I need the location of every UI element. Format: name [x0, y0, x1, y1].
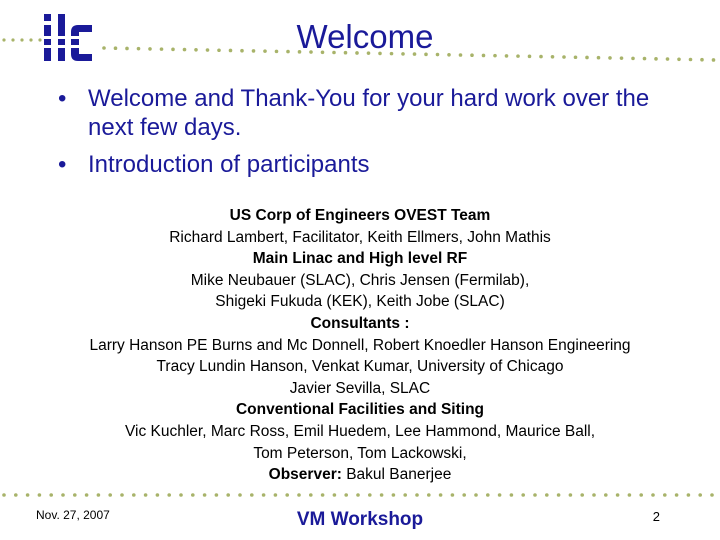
cfs-names: Vic Kuchler, Marc Ross, Emil Huedem, Lee Hammond, Maurice Ball,: [124, 422, 596, 440]
bullet-text: Introduction of participants: [88, 151, 370, 178]
participants-block: [0, 205, 720, 486]
footer-title: VM Workshop: [296, 509, 424, 530]
ovest-names: Richard Lambert, Facilitator, Keith Ellmers, John Mathis: [169, 228, 551, 246]
observer-line: [0, 464, 720, 486]
bullet-item: [58, 150, 698, 179]
cfs-names: Tom Peterson, Tom Lackowski,: [253, 444, 467, 462]
ovest-heading: US Corp of Engineers OVEST Team: [229, 207, 491, 224]
page-number: 2: [652, 509, 660, 524]
observer-name: Bakul Banerjee: [341, 466, 452, 484]
bullet-dot-icon: •: [58, 151, 67, 178]
bullet-text: Welcome and Thank-You for your hard work over the next few days.: [88, 85, 650, 141]
bullet-list: [58, 84, 698, 187]
bottom-dotted-rule: [0, 489, 720, 501]
footer-date: Nov. 27, 2007: [36, 508, 110, 522]
bullet-item: [58, 84, 698, 142]
linac-names: Shigeki Fukuda (KEK), Keith Jobe (SLAC): [215, 293, 505, 311]
consultants-names: Javier Sevilla, SLAC: [289, 379, 431, 397]
consultants-names: Larry Hanson PE Burns and Mc Donnell, Robert Knoedler Hanson Engineering: [89, 336, 631, 354]
page-title: Welcome: [296, 18, 434, 55]
linac-heading: Main Linac and High level RF: [252, 250, 468, 268]
observer-label: Observer:: [268, 466, 342, 484]
cfs-heading: Conventional Facilities and Siting: [235, 401, 485, 419]
consultants-heading: Consultants :: [310, 314, 410, 332]
consultants-names: Tracy Lundin Hanson, Venkat Kumar, University of Chicago: [156, 358, 564, 376]
bullet-dot-icon: •: [58, 85, 67, 112]
linac-names: Mike Neubauer (SLAC), Chris Jensen (Fermilab),: [190, 271, 530, 289]
